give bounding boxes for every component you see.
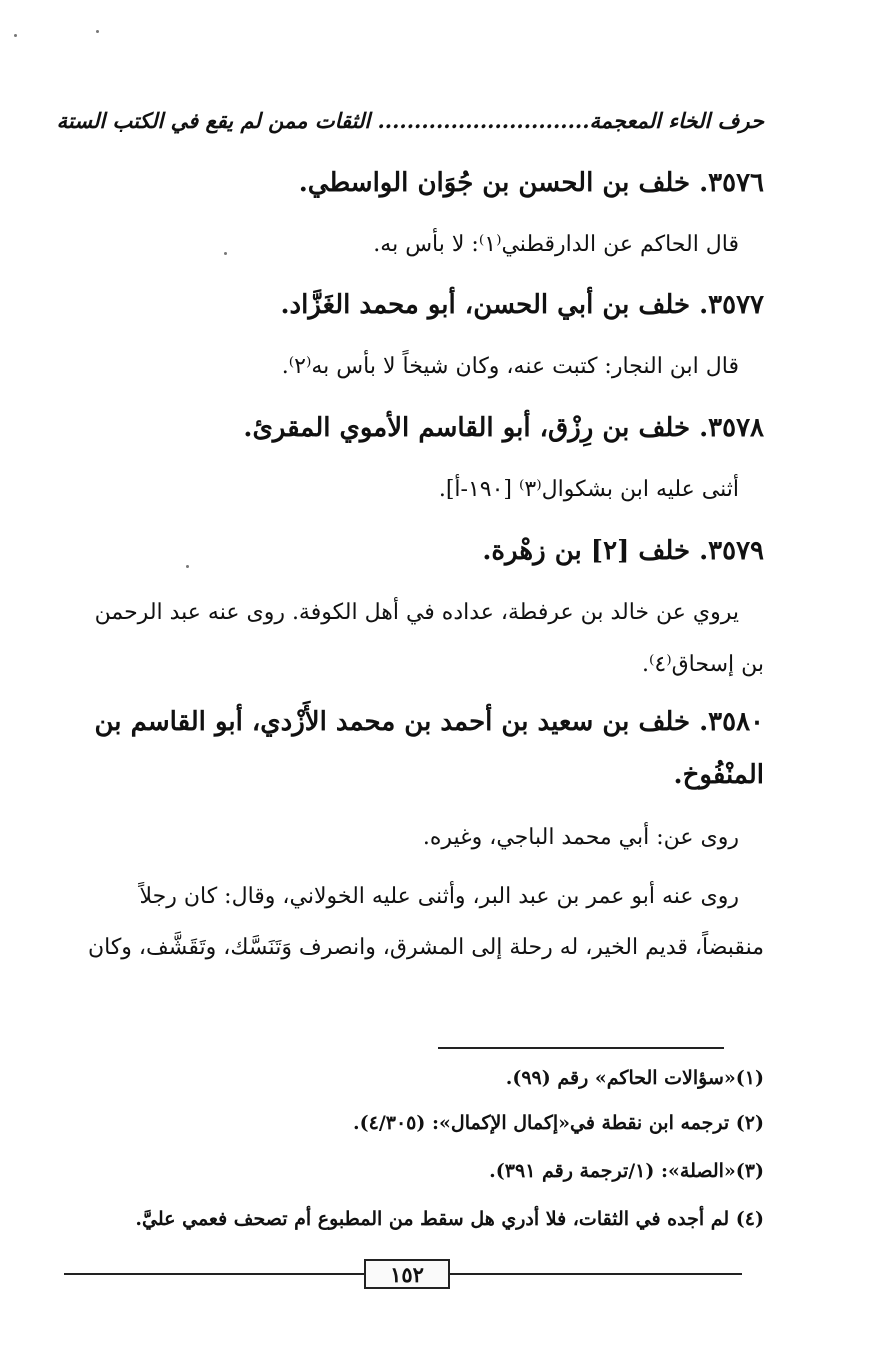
entry-heading: ٣٥٨٠. خلف بن سعيد بن أحمد بن محمد الأَزْدي، أبو القاسم بن <box>94 707 764 737</box>
footnote: (٤) لم أجده في الثقات، فلا أدري هل سقط من المطبوع أم تصحف فعمي عليَّ. <box>135 1208 764 1230</box>
entry-text: بن إسحاق⁽٤⁾. <box>641 652 764 677</box>
entry-text: قال الحاكم عن الدارقطني⁽١⁾: لا بأس به. <box>373 232 739 257</box>
scan-speck <box>14 34 17 37</box>
bottom-rule-right <box>450 1273 742 1275</box>
running-header: حرف الخاء المعجمة............................. الثقات ممن لم يقع في الكتب الستة <box>56 108 764 133</box>
bottom-rule-left <box>64 1273 364 1275</box>
scan-speck <box>96 30 99 33</box>
entry-heading: ٣٥٧٦. خلف بن الحسن بن جُوَان الواسطي. <box>298 168 764 198</box>
entry-heading: ٣٥٧٨. خلف بن رِزْق، أبو القاسم الأموي المقرئ. <box>243 413 764 443</box>
scan-speck <box>224 252 227 255</box>
entry-text: روى عنه أبو عمر بن عبد البر، وأثنى عليه الخولاني، وقال: كان رجلاً <box>139 884 739 909</box>
footnote: (٢) ترجمه ابن نقطة في«إكمال الإكمال»: (٤/٣٠٥). <box>353 1112 764 1134</box>
footnote: (٣)«الصلة»: (١/ترجمة رقم ٣٩١). <box>489 1160 764 1182</box>
entry-heading: ٣٥٧٧. خلف بن أبي الحسن، أبو محمد الغَزَّاد. <box>280 290 764 320</box>
entry-text: أثنى عليه ابن بشكوال⁽٣⁾ [١٩٠-أ]. <box>438 477 739 502</box>
scan-speck <box>186 565 189 568</box>
entry-text: روى عن: أبي محمد الباجي، وغيره. <box>422 825 739 850</box>
page-number: ١٥٢ <box>364 1259 450 1289</box>
entry-text: قال ابن النجار: كتبت عنه، وكان شيخاً لا بأس به⁽٢⁾. <box>281 354 739 379</box>
entry-text: منقبضاً، قديم الخير، له رحلة إلى المشرق، وانصرف وَتَنَسَّك، وتَقَشَّف، وكان <box>87 935 764 960</box>
entry-text: يروي عن خالد بن عرفطة، عداده في أهل الكوفة. روى عنه عبد الرحمن <box>94 600 739 625</box>
entry-heading-continuation: المنْفُوخ. <box>673 760 764 790</box>
entry-heading: ٣٥٧٩. خلف [٢] بن زهْرة. <box>482 536 764 566</box>
footnote-separator <box>438 1047 724 1049</box>
footnote: (١)«سؤالات الحاكم» رقم (٩٩). <box>505 1067 764 1089</box>
